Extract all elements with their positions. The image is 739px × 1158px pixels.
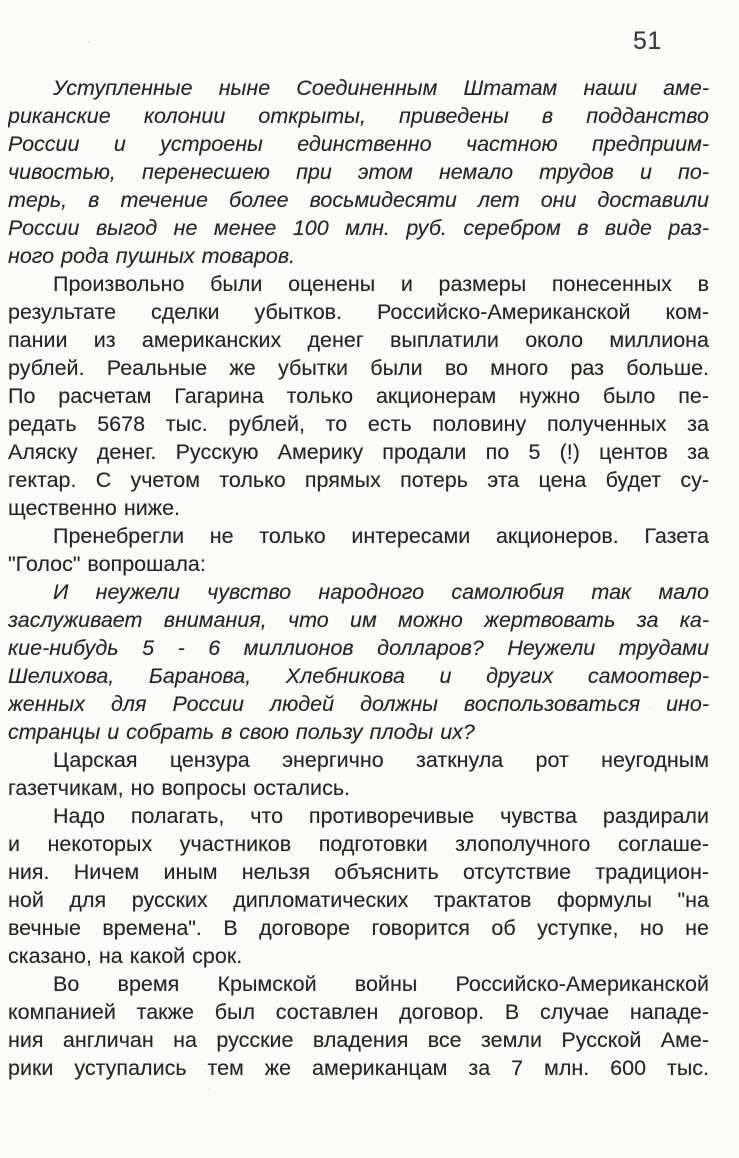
- text-line: кие-нибудь 5 - 6 миллионов долларов? Неужели трудами: [8, 636, 709, 660]
- text-line: вечные времена". В договоре говорится об уступке, но не: [8, 916, 709, 940]
- text-line: Царская цензура энергично заткнула рот неугодным: [53, 748, 709, 772]
- page-body: [8, 74, 709, 1082]
- text-line: женных для России людей должны воспользоваться ино-: [8, 692, 709, 716]
- text-line: результате сделки убытков. Российско-Американской ком-: [8, 300, 709, 324]
- text-line: Во время Крымской войны Российско-Американской: [53, 972, 709, 996]
- text-line: России и устроены единственно частною предприим-: [8, 132, 709, 156]
- text-line: Уступленные ныне Соединенным Штатам наши аме-: [53, 76, 709, 100]
- text-line: ния. Ничем иным нельзя объяснить отсутствие традицион-: [8, 860, 709, 884]
- text-line: терь, в течение более восьмидесяти лет они доставили: [8, 188, 709, 212]
- text-line: России выгод не менее 100 млн. руб. серебром в виде раз-: [8, 216, 709, 240]
- text-line: По расчетам Гагарина только акционерам нужно было пе-: [8, 384, 709, 408]
- text-line: "Голос" вопрошала:: [8, 552, 206, 576]
- text-line: газетчикам, но вопросы остались.: [8, 776, 350, 800]
- text-line: ного рода пушных товаров.: [8, 244, 296, 268]
- text-line: рики уступались тем же американцам за 7 млн. 600 тыс.: [8, 1056, 709, 1080]
- text-line: ной для русских дипломатических трактатов формулы "на: [8, 888, 709, 912]
- text-line: сказано, на какой срок.: [8, 944, 243, 968]
- text-line: и некоторых участников подготовки злополучного соглаше-: [8, 832, 709, 856]
- text-line: И неужели чувство народного самолюбия так мало: [53, 580, 709, 604]
- text-line: заслуживает внимания, что им можно жертвовать за ка-: [8, 608, 709, 632]
- text-line: гектар. С учетом только прямых потерь эта цена будет су-: [8, 468, 709, 492]
- text-line: Надо полагать, что противоречивые чувства раздирали: [53, 804, 709, 828]
- text-line: ния англичан на русские владения все земли Русской Аме-: [8, 1028, 709, 1052]
- page-number: 51: [633, 27, 662, 55]
- text-line: Шелихова, Баранова, Хлебникова и других самоотвер-: [8, 664, 709, 688]
- text-line: Аляску денег. Русскую Америку продали по 5 (!) центов за: [8, 440, 709, 464]
- text-line: Пренебрегли не только интересами акционеров. Газета: [53, 524, 709, 548]
- text-line: чивостью, перенесшею при этом немало трудов и по-: [8, 160, 709, 184]
- text-line: редать 5678 тыс. рублей, то есть половину полученных за: [8, 412, 709, 436]
- text-line: Произвольно были оценены и размеры понесенных в: [53, 272, 709, 296]
- text-line: компанией также был составлен договор. В случае нападе-: [8, 1000, 709, 1024]
- text-line: пании из американских денег выплатили около миллиона: [8, 328, 709, 352]
- text-line: риканские колонии открыты, приведены в подданство: [8, 104, 709, 128]
- text-line: странцы и собрать в свою пользу плоды их?: [8, 720, 475, 744]
- text-line: щественно ниже.: [8, 496, 181, 520]
- text-line: рублей. Реальные же убытки были во много раз больше.: [8, 356, 709, 380]
